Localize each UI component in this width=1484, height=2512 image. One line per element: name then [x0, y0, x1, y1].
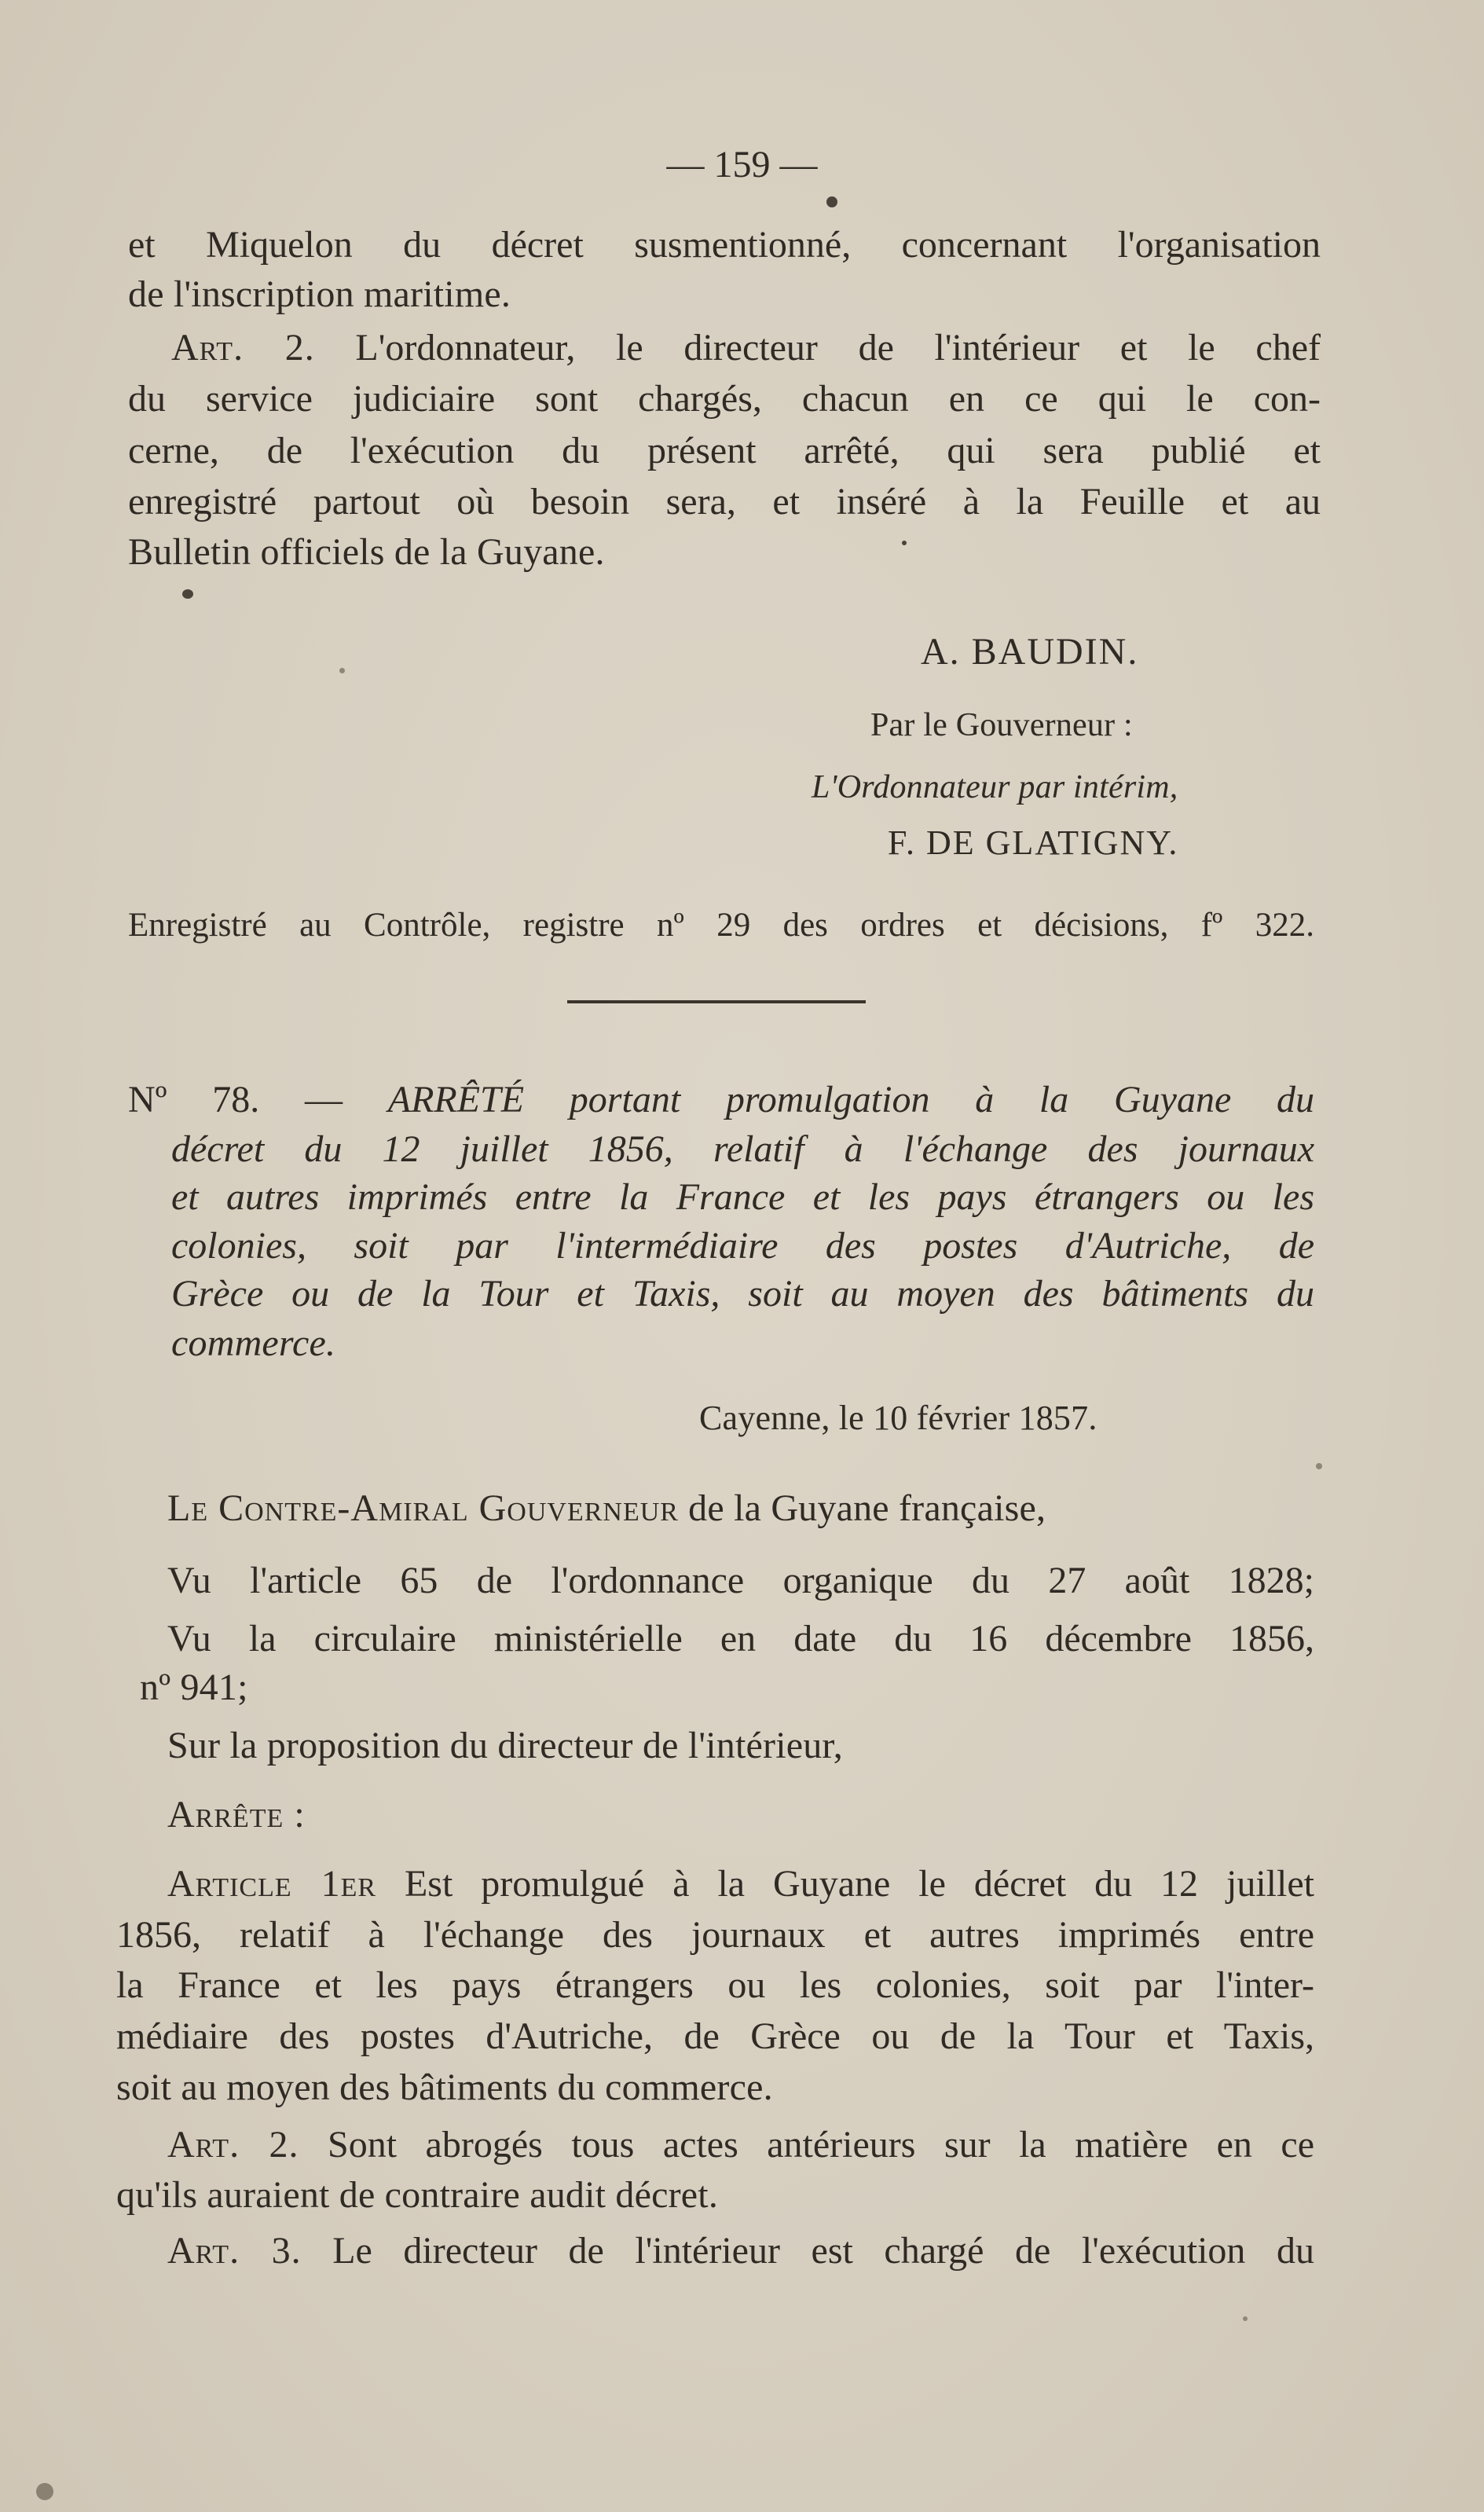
art2-line-5: Bulletin officiels de la Guyane.	[128, 531, 605, 573]
governor-label: Le Contre-Amiral Gouverneur	[167, 1487, 679, 1529]
arrete-number: Nº 78. —	[128, 1079, 388, 1120]
scan-speck	[182, 589, 193, 599]
article1-text-1: Est promulgué à la Guyane le décret du 12 juillet	[376, 1863, 1314, 1905]
vu-line-2: Vu la circulaire ministérielle en date du 16 décembre 1856,	[167, 1618, 1314, 1659]
page-number: — 159 —	[666, 144, 818, 185]
article1-line-2: 1856, relatif à l'échange des journaux et autres imprimés entre	[116, 1914, 1314, 1956]
arrete-title-line-3: et autres imprimés entre la France et les pays étrangers ou les	[171, 1176, 1314, 1218]
scan-speck	[902, 541, 907, 545]
arrete-title-line-5: Grèce ou de la Tour et Taxis, soit au moyen des bâtiments du	[171, 1273, 1314, 1315]
arrete-title-line-4: colonies, soit par l'intermédiaire des postes d'Autriche, de	[171, 1225, 1314, 1267]
governor-line	[167, 1485, 1046, 1532]
article1-line-4: médiaire des postes d'Autriche, de Grèce ou de la Tour et Taxis,	[116, 2015, 1314, 2057]
scan-speck	[1316, 1463, 1322, 1469]
arrete-label: Arrête :	[167, 1794, 306, 1835]
arrete-title-line-1	[128, 1076, 1314, 1124]
governor-rest: de la Guyane française,	[678, 1487, 1046, 1529]
signature-signer: F. DE GLATIGNY.	[888, 823, 1179, 862]
article2-line-1	[167, 2121, 1314, 2169]
continuation-line-1: et Miquelon du décret susmentionné, concernant l'organisation	[128, 224, 1321, 266]
art2-line-2: du service judiciaire sont chargés, chacun en ce qui le con-	[128, 378, 1321, 420]
place-date: Cayenne, le 10 février 1857.	[699, 1399, 1097, 1437]
article3-line-1	[167, 2228, 1314, 2275]
signature-par: Par le Gouverneur :	[870, 707, 1133, 743]
article2-line-2: qu'ils auraient de contraire audit décret.	[116, 2174, 719, 2216]
art2-line-1	[171, 325, 1321, 372]
article1-line-1	[167, 1861, 1314, 1908]
scan-speck	[826, 196, 837, 207]
sur-line: Sur la proposition du directeur de l'intérieur,	[167, 1725, 843, 1766]
vu-line-1: Vu l'article 65 de l'ordonnance organique du 27 août 1828;	[167, 1560, 1314, 1601]
section-divider	[567, 1000, 866, 1003]
vu-line-2b: nº 941;	[140, 1667, 248, 1708]
scan-speck	[339, 668, 345, 673]
scan-speck	[1243, 2316, 1248, 2321]
registration-note: Enregistré au Contrôle, registre nº 29 des ordres et décisions, fº 322.	[128, 907, 1314, 944]
article3-label: Art. 3.	[167, 2230, 302, 2272]
arrete-title-line-6: commerce.	[171, 1322, 336, 1364]
article3-text-1: Le directeur de l'intérieur est chargé de l'exécution du	[301, 2230, 1314, 2272]
art2-text-1: L'ordonnateur, le directeur de l'intérieur et le chef	[314, 327, 1321, 369]
art2-line-3: cerne, de l'exécution du présent arrêté, qui sera publié et	[128, 430, 1321, 471]
article2-label: Art. 2.	[167, 2124, 299, 2165]
article1-label: Article 1er	[167, 1863, 377, 1905]
article1-line-3: la France et les pays étrangers ou les colonies, soit par l'inter-	[116, 1964, 1314, 2006]
scan-speck	[36, 2483, 53, 2500]
signature-title: L'Ordonnateur par intérim,	[812, 769, 1178, 805]
continuation-line-2: de l'inscription maritime.	[128, 273, 511, 315]
article2-text-1: Sont abrogés tous actes antérieurs sur la matière en ce	[299, 2124, 1315, 2165]
art2-label: Art. 2.	[171, 327, 315, 369]
art2-line-4: enregistré partout où besoin sera, et inséré à la Feuille et au	[128, 481, 1321, 523]
article1-line-5: soit au moyen des bâtiments du commerce.	[116, 2066, 773, 2108]
arrete-title-text-1: ARRÊTÉ portant promulgation à la Guyane du	[387, 1079, 1315, 1120]
arrete-title-line-2: décret du 12 juillet 1856, relatif à l'échange des journaux	[171, 1128, 1314, 1170]
signature-name: A. BAUDIN.	[921, 631, 1139, 673]
